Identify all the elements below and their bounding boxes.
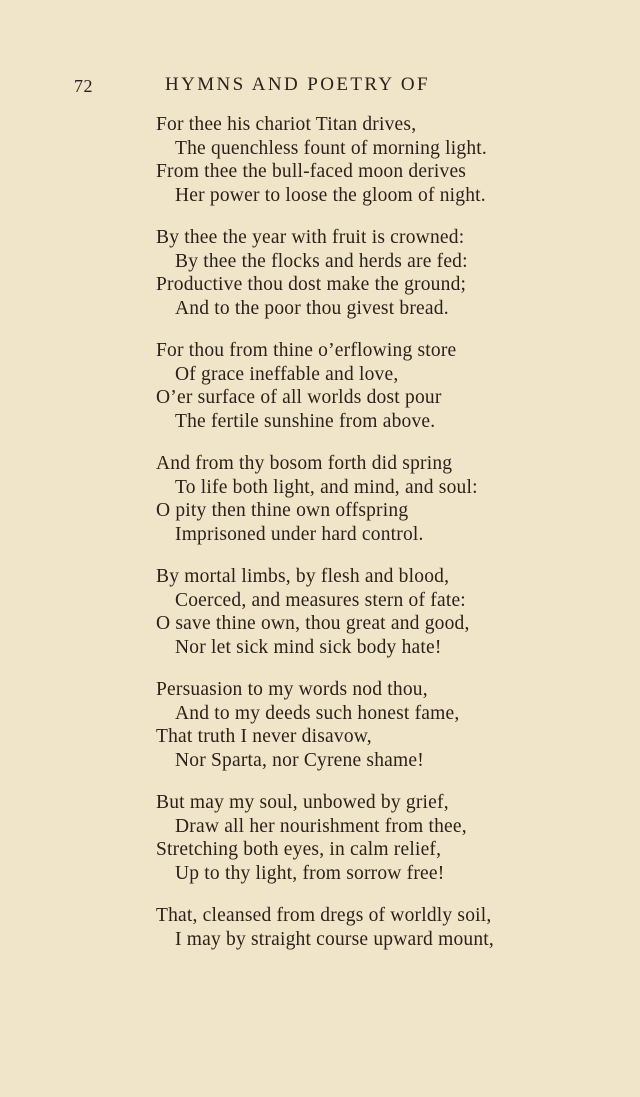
poem-line: O pity then thine own offspring xyxy=(156,500,409,521)
stanza-4 xyxy=(156,452,576,546)
stanza-6 xyxy=(156,678,576,772)
poem-line: Productive thou dost make the ground; xyxy=(156,274,467,295)
poem-line: And from thy bosom forth did spring xyxy=(156,453,453,474)
stanza-1 xyxy=(156,113,576,207)
poem-line: To life both light, and mind, and soul: xyxy=(175,476,478,498)
poem-line: By mortal limbs, by flesh and blood, xyxy=(156,566,450,587)
poem-line: Persuasion to my words nod thou, xyxy=(156,679,428,700)
poem-line: I may by straight course upward mount, xyxy=(175,928,494,950)
running-title: HYMNS AND POETRY OF xyxy=(165,74,431,95)
poem-line: Nor Sparta, nor Cyrene shame! xyxy=(175,749,424,771)
poem-line: Draw all her nourishment from thee, xyxy=(175,815,467,837)
stanza-2 xyxy=(156,226,576,320)
poem-line: For thee his chariot Titan drives, xyxy=(156,114,417,135)
poem-line: That, cleansed from dregs of worldly soil, xyxy=(156,905,492,926)
poem-line: That truth I never disavow, xyxy=(156,726,372,747)
poem-line: O’er surface of all worlds dost pour xyxy=(156,387,442,408)
poem-line: Coerced, and measures stern of fate: xyxy=(175,589,466,611)
poem-line: And to my deeds such honest fame, xyxy=(175,702,460,724)
poem-line: Imprisoned under hard control. xyxy=(175,523,424,545)
poem-line: Stretching both eyes, in calm relief, xyxy=(156,839,442,860)
poem xyxy=(156,113,576,970)
poem-line: But may my soul, unbowed by grief, xyxy=(156,792,449,813)
poem-line: O save thine own, thou great and good, xyxy=(156,613,470,634)
poem-line: From thee the bull-faced moon derives xyxy=(156,161,467,182)
poem-line: And to the poor thou givest bread. xyxy=(175,297,449,319)
stanza-3 xyxy=(156,339,576,433)
poem-line: By thee the flocks and herds are fed: xyxy=(175,250,468,272)
stanza-5 xyxy=(156,565,576,659)
poem-line: Her power to loose the gloom of night. xyxy=(175,184,486,206)
poem-line: By thee the year with fruit is crowned: xyxy=(156,227,465,248)
poem-line: The fertile sunshine from above. xyxy=(175,410,436,432)
poem-line: For thou from thine o’erflowing store xyxy=(156,340,457,361)
poem-line: Up to thy light, from sorrow free! xyxy=(175,862,445,884)
page-number: 72 xyxy=(74,76,93,96)
stanza-8 xyxy=(156,904,576,951)
poem-line: Nor let sick mind sick body hate! xyxy=(175,636,442,658)
stanza-7 xyxy=(156,791,576,885)
poem-line: The quenchless fount of morning light. xyxy=(175,137,487,159)
poem-line: Of grace ineffable and love, xyxy=(175,363,399,385)
